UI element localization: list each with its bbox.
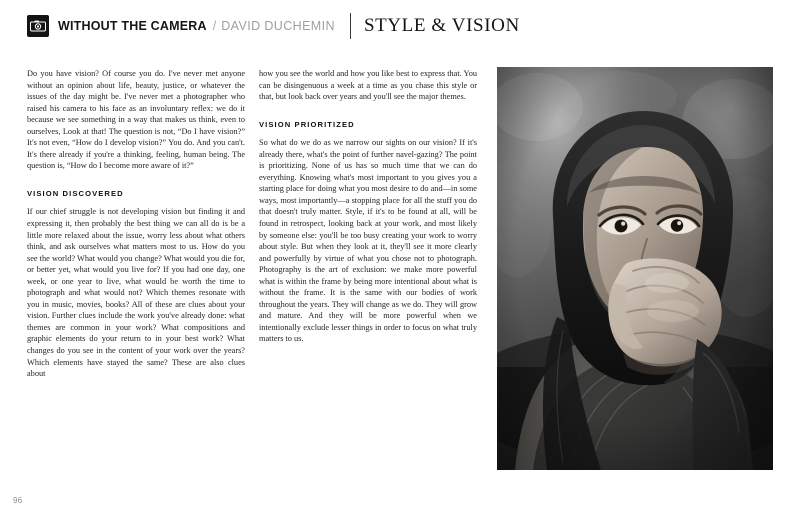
paragraph-intro-right: how you see the world and how you like best to express that. You can be disingenuous a week at a time as you chase this style or that, but look back over years and you'll see the major themes.: [259, 69, 477, 102]
author-name: DAVID DUCHEMIN: [221, 19, 335, 33]
header-inner: [27, 13, 520, 39]
paragraph-intro-left: Do you have vision? Of course you do. I've never met anyone without an opinion about life, beauty, justice, or whatever the issues of the day might be. I've never met a photographer who raised his camera to his face as an involuntary reflex: we do it because we see something in a way that makes us think, even to ourselves, Look at that! The question is not, “Do I have vision?” It's not even, “How do I develop vision?” You do. And you can't. It's there already if you're a thinking, feeling, human being. The question is, “How do I become more aware of it?”: [27, 69, 245, 171]
book-title: WITHOUT THE CAMERA: [58, 19, 207, 33]
header-divider: [350, 13, 351, 39]
camera-icon: [27, 15, 49, 37]
subheading-vision-discovered: VISION DISCOVERED: [27, 188, 124, 198]
title-separator: /: [212, 19, 217, 33]
paragraph-body-right: So what do we do as we narrow our sights on our vision? If it's already there, what's the point of further navel-gazing? The point is prioritizing. None of us has so much time that we can do everything. Knowing what's most important to you gives you a starting place for doing what you most desire to do and—in some ways, most importantly—a stopping place for all the stuff you do that doesn't truly matter. Style, if it's to be found at all, will be found in retrospect, looking back at your work, and most likely by someone else: you'll be too busy creating your work to worry about style. But when they look at it, they'll see it more clearly and powerfully by virtue of what you chose not to photograph. Photography is the art of exclusion: we make more powerful what is within the frame by being more intentional about what is without the frame. It is the same with our bodies of work throughout the years. They will change as we do. They will grow and mature. And they will be more powerful when we intentionally exclude lesser things in order to focus on what truly matters to us.: [259, 138, 477, 344]
paragraph-body-left: If our chief struggle is not developing vision but finding it and expressing it, then probably the best thing we can all do is be a little more relaxed about the issue, worry less about what others think, and ask ourselves what matters most to us. How do you see the world? What would you change? What would you die for, or better yet, what would you live for? If you had one day, one week, or one year to live, what would be worth the time to photograph and what would not? Which themes resonate with you in music, movies, books? All of these are clues about your vision. Further clues include the work you've already done: what themes are common in your work? What compositions and graphic elements do your return to in your best work? What changes do you see in the content of your work over the years? Which elements have stayed the same? These are also clues about: [27, 207, 245, 379]
page-header: [0, 0, 800, 46]
page-number: 96: [13, 496, 23, 505]
subheading-vision-prioritized: VISION PRIORITIZED: [259, 119, 355, 129]
text-column-right: [259, 68, 477, 345]
portrait-photo: [497, 67, 773, 470]
section-title: STYLE & VISION: [363, 15, 520, 36]
text-column-left: [27, 68, 245, 380]
